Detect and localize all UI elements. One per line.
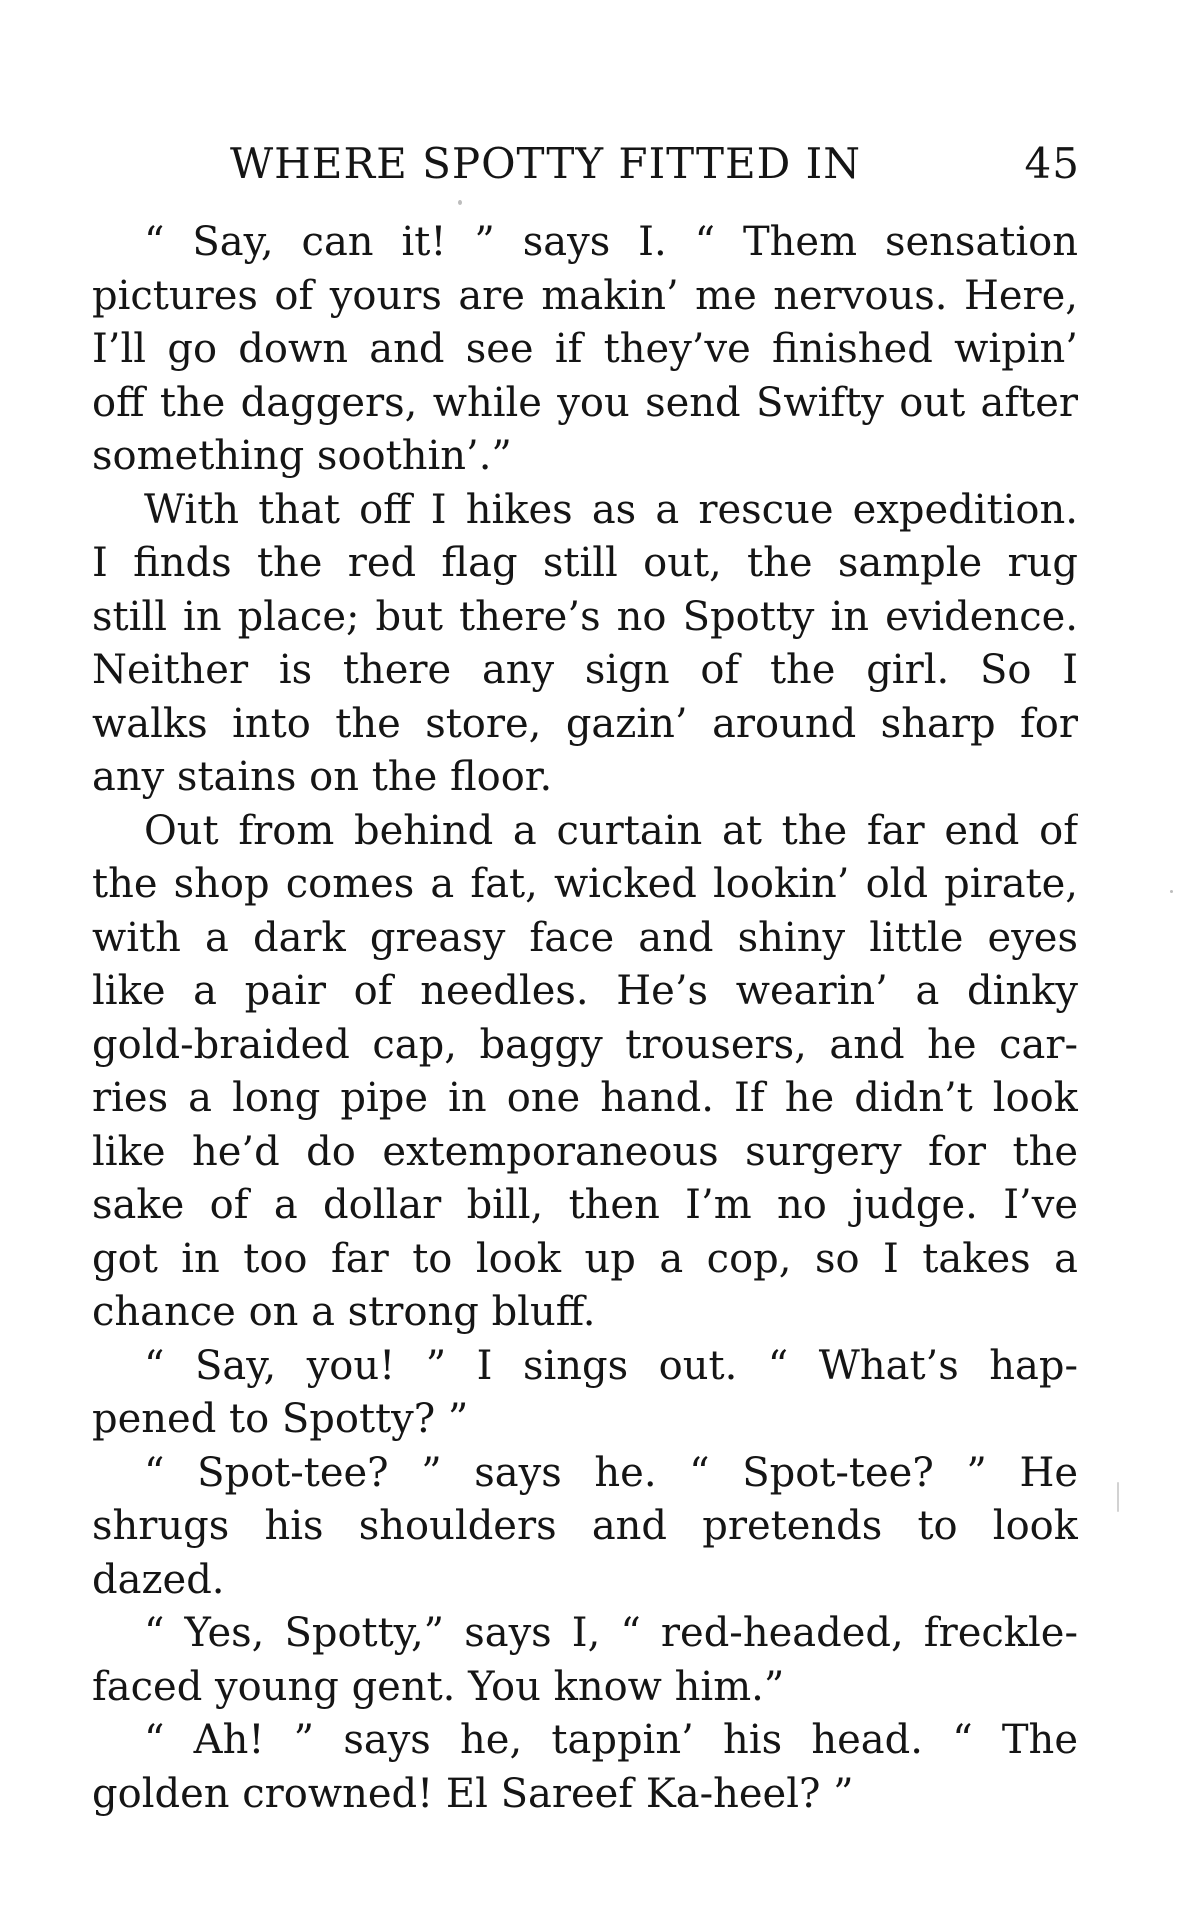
print-speck xyxy=(458,200,462,205)
text-line: something soothin’.” xyxy=(92,433,512,479)
text-line: ries a long pipe in one hand. If he didn’t look xyxy=(92,1075,1078,1121)
text-line: still in place; but there’s no Spotty in evidence. xyxy=(92,593,1078,640)
text-line: pened to Spotty? ” xyxy=(92,1396,469,1442)
text-line: any stains on the floor. xyxy=(92,754,553,800)
text-line: like he’d do extemporaneous surgery for the xyxy=(92,1128,1078,1175)
print-speck xyxy=(1170,890,1173,893)
text-line: the shop comes a fat, wicked lookin’ old pirate, xyxy=(92,861,1078,907)
text-line: sake of a dollar bill, then I’m no judge. I’ve xyxy=(92,1182,1078,1228)
text-line: with a dark greasy face and shiny little eyes xyxy=(92,914,1078,961)
text-line: “ Say, you! ” I sings out. “ What’s hap- xyxy=(144,1342,1078,1389)
text-line: off the daggers, while you send Swifty out after xyxy=(92,379,1078,426)
text-line: I’ll go down and see if they’ve finished wipin’ xyxy=(92,326,1078,372)
running-title: WHERE SPOTTY FITTED IN xyxy=(230,139,861,188)
text-line: With that off I hikes as a rescue expedition. xyxy=(144,486,1078,533)
text-line: pictures of yours are makin’ me nervous. Here, xyxy=(92,272,1078,319)
text-line: “ Ah! ” says he, tappin’ his head. “ The xyxy=(144,1717,1078,1763)
text-line: got in too far to look up a cop, so I takes a xyxy=(92,1235,1078,1282)
running-head xyxy=(90,138,1080,190)
text-line: gold-braided cap, baggy trousers, and he car- xyxy=(92,1021,1078,1068)
text-line: golden crowned! El Sareef Ka-heel? ” xyxy=(92,1770,854,1817)
text-line: Out from behind a curtain at the far end of xyxy=(144,807,1078,854)
text-line: shrugs his shoulders and pretends to look xyxy=(92,1503,1078,1549)
page-number: 45 xyxy=(1024,139,1080,188)
text-line: dazed. xyxy=(92,1556,225,1603)
text-line: “ Spot-tee? ” says he. “ Spot-tee? ” He xyxy=(144,1449,1078,1496)
text-line: like a pair of needles. He’s wearin’ a dinky xyxy=(92,968,1078,1014)
text-line: walks into the store, gazin’ around sharp for xyxy=(92,700,1078,747)
text-line: “ Yes, Spotty,” says I, “ red-headed, freckle- xyxy=(144,1610,1078,1656)
text-line: I finds the red flag still out, the sample rug xyxy=(92,540,1078,586)
text-line: faced young gent. You know him.” xyxy=(92,1663,785,1710)
text-line: Neither is there any sign of the girl. So I xyxy=(92,647,1078,693)
text-line: “ Say, can it! ” says I. “ Them sensation xyxy=(144,219,1078,265)
body-text xyxy=(92,216,1078,1821)
text-line: chance on a strong bluff. xyxy=(92,1289,596,1335)
print-speck xyxy=(1117,1482,1119,1512)
